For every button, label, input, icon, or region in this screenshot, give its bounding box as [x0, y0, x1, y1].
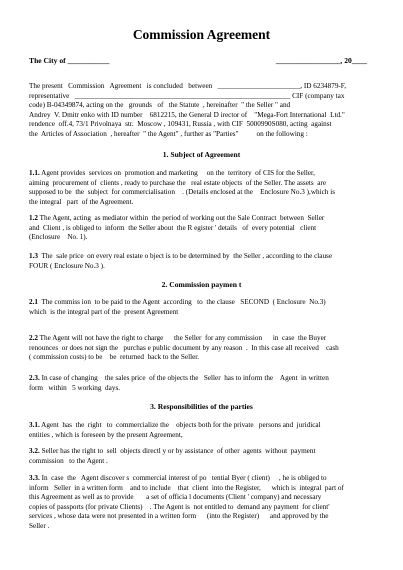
document-title: Commission Agreement — [132, 27, 271, 42]
section-heading-3: 3. Responsibilities of the parties — [150, 402, 253, 411]
clause-text: Seller has the right to sell objects directl y or by assistance of other agents without payment commission to the Agent . — [29, 447, 316, 465]
clause-text: Agent provides services on promotion and marketing on the territory of CIS for the Seller, aiming procurement of clients , ready to purchase the real estate objects of the Seller. The assets are supposed to be the subject for commercialisation . (Details enclosed at the Enclosure No.3 ),which is the integral part of the Agreement. — [29, 169, 335, 206]
clause-text: The Agent will not have the right to charge the Seller for any commission in case the Buyer renounces or does not sign the purchas e public document by any reason . In this case all received cash ( commission costs) to be be returned back to the Seller. — [29, 334, 339, 362]
clause-number: 1.3 — [29, 252, 38, 260]
clause-number: 2.1 — [29, 298, 38, 306]
date-line: _________________, 20____ — [275, 56, 367, 65]
clause-text: The commiss ion to be paid to the Agent according to the clause SECOND ( Enclosure No.3) which is the integral part of the present Agreement — [29, 298, 326, 316]
clause-3-3 — [29, 474, 381, 532]
clause-number: 1.1. — [29, 169, 40, 177]
clause-number: 3.2. — [29, 447, 40, 455]
clause-number: 1.2 — [29, 214, 38, 222]
clause-text: The Agent, acting as mediator within the period of working out the Sale Contract between Seller and Client , is obliged to inform the Seller about the R egister ' details of every potential client (Enclosure No. 1). — [29, 214, 325, 242]
clause-text: In case the Agent discover s commercial interest of po tential Byer ( client) , he is obliged to inform Seller in a written form and to include that client into the Register, which is integral part of this Agreement as well as to provide a set of officia l documents (Client ' company) and necessary copies of passports (for private Clients) . The Agent is not entitled to demand any payment for client' services , whose data were not presented in a written form (into the Register) and approved by the Seller . — [29, 474, 344, 530]
clause-number: 2.2 — [29, 334, 38, 342]
section-heading-2: 2. Commission paymen t — [161, 280, 242, 289]
clause-text: In case of changing the sales price of the objects the Seller has to inform the Agent in written form within 5 working days. — [29, 374, 329, 392]
clause-3-2 — [29, 447, 381, 466]
clause-1-3 — [29, 252, 381, 271]
clause-2-2 — [29, 334, 381, 363]
clause-text: Agent has the right to commercialize the objects both for the private persons and juridical entities , which is foreseen by the present Agreement, — [29, 421, 321, 439]
clause-text: The sale price on every real estate o bject is to be determined by the Seller , according to the clause FOUR ( Enclosure No.3 ). — [29, 252, 333, 270]
clause-number: 2.3. — [29, 374, 40, 382]
preamble: The present Commission Agreement is concluded between _______________________, ID 6234879-F, representative ____________________________________________________________ CIF (company tax code) B-04349874, acting on the grounds of the Statute , hereinafter " the Seller " and Andrey V. Dmitr enko with ID number 6812215, the General D irector of "Mega-Fort International Ltd." rendence off.4, 73/1 Privolnaya str. Moscow , 109431, Russia , with CIF 5000990S080, acting against the Articles of Association , hereafter " the Agent" , further as "Parties" on the following : — [29, 82, 347, 138]
clause-1-2 — [29, 214, 381, 243]
clause-number: 3.3. — [29, 474, 40, 482]
clause-1-1 — [29, 169, 381, 207]
clause-number: 3.1. — [29, 421, 40, 429]
city-line: The City of ___________ — [29, 56, 110, 65]
clause-2-1 — [29, 298, 381, 317]
clause-2-3 — [29, 374, 381, 393]
clause-3-1 — [29, 421, 381, 440]
section-heading-1: 1. Subject of Agreement — [162, 150, 241, 159]
